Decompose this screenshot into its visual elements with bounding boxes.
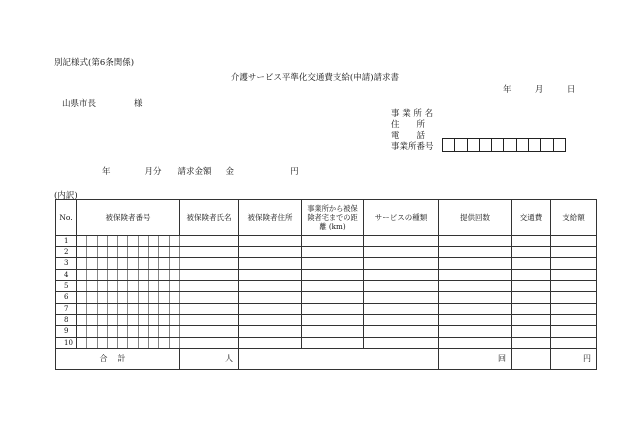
- insured-number-digit-cell[interactable]: [138, 235, 148, 246]
- insured-number-digit-cell[interactable]: [87, 280, 97, 291]
- transport-fee-cell[interactable]: [512, 258, 551, 269]
- date-day: 日: [566, 85, 576, 95]
- insured-address-cell[interactable]: [239, 314, 302, 325]
- insured-number-digit-cell[interactable]: [149, 314, 159, 325]
- insured-number-digit-cell[interactable]: [128, 258, 138, 269]
- transport-fee-cell[interactable]: [512, 292, 551, 303]
- business-number-digit-box[interactable]: [443, 139, 455, 151]
- insured-number-digit-cell[interactable]: [118, 258, 128, 269]
- insured-number-digit-cell[interactable]: [138, 280, 148, 291]
- service-type-cell[interactable]: [364, 314, 439, 325]
- row-number: 7: [56, 303, 77, 314]
- insured-number-digit-cell[interactable]: [159, 292, 169, 303]
- insured-number-digit-cell[interactable]: [149, 269, 159, 280]
- insured-number-digit-cell[interactable]: [87, 247, 97, 258]
- insured-number-digit-cell[interactable]: [159, 303, 169, 314]
- insured-number-digit-cell[interactable]: [87, 303, 97, 314]
- transport-fee-cell[interactable]: [512, 337, 551, 348]
- insured-number-digit-cell[interactable]: [107, 326, 117, 337]
- insured-number-digit-cell[interactable]: [159, 314, 169, 325]
- row-number: 10: [56, 337, 77, 348]
- insured-name-cell[interactable]: [180, 292, 239, 303]
- business-number-digit-box[interactable]: [517, 139, 529, 151]
- transport-fee-cell[interactable]: [512, 235, 551, 246]
- insured-number-digit-cell[interactable]: [118, 292, 128, 303]
- insured-number-digit-cell[interactable]: [107, 280, 117, 291]
- insured-number-digit-cell[interactable]: [138, 258, 148, 269]
- insured-number-digit-cell[interactable]: [107, 292, 117, 303]
- insured-name-cell[interactable]: [180, 314, 239, 325]
- insured-name-cell[interactable]: [180, 258, 239, 269]
- insured-number-digit-cell[interactable]: [138, 303, 148, 314]
- row-number: 4: [56, 269, 77, 280]
- service-type-cell[interactable]: [364, 337, 439, 348]
- insured-number-digit-cell[interactable]: [118, 235, 128, 246]
- insured-number-digit-cell[interactable]: [128, 314, 138, 325]
- addressee: [62, 97, 143, 109]
- table-row: [56, 314, 597, 325]
- business-number-digit-box[interactable]: [480, 139, 492, 151]
- addressee-name: 山県市長: [62, 99, 97, 109]
- insured-number-digit-cell[interactable]: [159, 247, 169, 258]
- payment-cell[interactable]: [551, 292, 597, 303]
- service-type-cell[interactable]: [364, 269, 439, 280]
- insured-number-digit-cell[interactable]: [138, 337, 148, 348]
- insured-number-digit-cell[interactable]: [87, 258, 97, 269]
- insured-number-digit-cell[interactable]: [107, 314, 117, 325]
- payment-cell[interactable]: [551, 280, 597, 291]
- times-cell[interactable]: [439, 326, 512, 337]
- payment-cell[interactable]: [551, 269, 597, 280]
- insured-number-digit-cell[interactable]: [77, 337, 87, 348]
- insured-number-digit-cell[interactable]: [149, 303, 159, 314]
- insured-number-digit-cell[interactable]: [97, 247, 107, 258]
- distance-cell[interactable]: [302, 269, 364, 280]
- insured-number-digit-cell[interactable]: [128, 280, 138, 291]
- insured-name-cell[interactable]: [180, 280, 239, 291]
- business-number-label: 事業所番号: [391, 142, 434, 152]
- payment-cell[interactable]: [551, 247, 597, 258]
- business-phone-label: 電 話: [391, 131, 426, 141]
- insured-number-digit-cell[interactable]: [107, 247, 117, 258]
- insured-number-digit-cell[interactable]: [149, 292, 159, 303]
- insured-number-digit-cell[interactable]: [159, 258, 169, 269]
- header-no: No.: [56, 200, 77, 236]
- table-row: [56, 303, 597, 314]
- insured-number-digit-cell[interactable]: [97, 337, 107, 348]
- business-number-digit-box[interactable]: [504, 139, 516, 151]
- total-payment-cell[interactable]: 円: [551, 348, 597, 369]
- date-month: 月: [534, 85, 544, 95]
- insured-number-digit-cell[interactable]: [149, 337, 159, 348]
- table-row: [56, 269, 597, 280]
- payment-cell[interactable]: [551, 258, 597, 269]
- service-type-cell[interactable]: [364, 235, 439, 246]
- insured-number-digit-cell[interactable]: [118, 269, 128, 280]
- service-type-cell[interactable]: [364, 247, 439, 258]
- insured-number-digit-cell[interactable]: [169, 258, 179, 269]
- insured-number-digit-cell[interactable]: [107, 337, 117, 348]
- transport-fee-cell[interactable]: [512, 314, 551, 325]
- insured-number-digit-cell[interactable]: [159, 337, 169, 348]
- insured-name-cell[interactable]: [180, 247, 239, 258]
- distance-cell[interactable]: [302, 258, 364, 269]
- table-header-row: [56, 200, 597, 236]
- insured-number-digit-cell[interactable]: [87, 269, 97, 280]
- header-times: 提供回数: [439, 200, 512, 236]
- insured-name-cell[interactable]: [180, 269, 239, 280]
- times-cell[interactable]: [439, 303, 512, 314]
- insured-number-digit-cell[interactable]: [97, 292, 107, 303]
- form-title: 介護サービス平準化交通費支給(申請)請求書: [230, 73, 400, 83]
- insured-number-digit-cell[interactable]: [159, 269, 169, 280]
- date-year: 年: [503, 85, 512, 95]
- distance-cell[interactable]: [302, 326, 364, 337]
- insured-number-digit-cell[interactable]: [118, 326, 128, 337]
- service-type-cell[interactable]: [364, 326, 439, 337]
- date-line: [503, 83, 575, 95]
- times-cell[interactable]: [439, 280, 512, 291]
- insured-number-digit-cell[interactable]: [128, 235, 138, 246]
- insured-number-digit-cell[interactable]: [169, 269, 179, 280]
- payment-cell[interactable]: [551, 303, 597, 314]
- insured-number-digit-cell[interactable]: [97, 269, 107, 280]
- insured-name-cell[interactable]: [180, 337, 239, 348]
- insured-number-digit-cell[interactable]: [169, 314, 179, 325]
- insured-number-digit-cell[interactable]: [149, 280, 159, 291]
- insured-number-digit-cell[interactable]: [97, 280, 107, 291]
- total-label: 合計: [56, 348, 180, 369]
- insured-number-digit-cell[interactable]: [169, 303, 179, 314]
- insured-address-cell[interactable]: [239, 258, 302, 269]
- transport-fee-cell[interactable]: [512, 303, 551, 314]
- insured-number-digit-cell[interactable]: [87, 326, 97, 337]
- insured-number-digit-cell[interactable]: [169, 235, 179, 246]
- insured-number-digit-cell[interactable]: [128, 337, 138, 348]
- business-number-digit-box[interactable]: [492, 139, 504, 151]
- times-cell[interactable]: [439, 247, 512, 258]
- table-row: [56, 280, 597, 291]
- insured-number-digit-cell[interactable]: [169, 247, 179, 258]
- service-type-cell[interactable]: [364, 258, 439, 269]
- insured-number-digit-cell[interactable]: [77, 314, 87, 325]
- service-type-cell[interactable]: [364, 280, 439, 291]
- insured-address-cell[interactable]: [239, 337, 302, 348]
- insured-number-digit-cell[interactable]: [118, 314, 128, 325]
- header-distance: 事業所から被保険者宅までの距離 (km): [302, 200, 364, 236]
- insured-number-digit-cell[interactable]: [77, 235, 87, 246]
- insured-number-digit-cell[interactable]: [97, 303, 107, 314]
- row-number: 9: [56, 326, 77, 337]
- insured-number-digit-cell[interactable]: [77, 326, 87, 337]
- times-cell[interactable]: [439, 314, 512, 325]
- service-type-cell[interactable]: [364, 292, 439, 303]
- insured-number-digit-cell[interactable]: [97, 326, 107, 337]
- insured-number-digit-cell[interactable]: [138, 269, 148, 280]
- insured-name-cell[interactable]: [180, 235, 239, 246]
- insured-number-digit-cell[interactable]: [149, 247, 159, 258]
- business-address-label: 住 所: [391, 120, 426, 130]
- insured-number-digit-cell[interactable]: [107, 235, 117, 246]
- insured-name-cell[interactable]: [180, 303, 239, 314]
- total-people-cell[interactable]: 人: [180, 348, 239, 369]
- times-cell[interactable]: [439, 292, 512, 303]
- insured-number-digit-cell[interactable]: [159, 326, 169, 337]
- insured-number-digit-cell[interactable]: [138, 326, 148, 337]
- insured-number-digit-cell[interactable]: [138, 314, 148, 325]
- business-number-digit-box[interactable]: [529, 139, 541, 151]
- row-number: 6: [56, 292, 77, 303]
- breakdown-table: [55, 199, 597, 370]
- distance-cell[interactable]: [302, 235, 364, 246]
- header-insured-number: 被保険者番号: [77, 200, 180, 236]
- payment-cell[interactable]: [551, 314, 597, 325]
- insured-number-digit-cell[interactable]: [169, 337, 179, 348]
- total-times-cell[interactable]: 回: [439, 348, 512, 369]
- total-blank-cell: [239, 348, 439, 369]
- distance-cell[interactable]: [302, 292, 364, 303]
- insured-number-digit-cell[interactable]: [118, 303, 128, 314]
- insured-number-digit-cell[interactable]: [128, 303, 138, 314]
- header-payment: 支給額: [551, 200, 597, 236]
- insured-number-digit-cell[interactable]: [169, 326, 179, 337]
- insured-number-digit-cell[interactable]: [87, 337, 97, 348]
- insured-address-cell[interactable]: [239, 235, 302, 246]
- transport-fee-cell[interactable]: [512, 269, 551, 280]
- transport-fee-cell[interactable]: [512, 280, 551, 291]
- insured-name-cell[interactable]: [180, 326, 239, 337]
- distance-cell[interactable]: [302, 337, 364, 348]
- insured-number-digit-cell[interactable]: [107, 258, 117, 269]
- insured-address-cell[interactable]: [239, 280, 302, 291]
- insured-number-digit-cell[interactable]: [159, 280, 169, 291]
- insured-address-cell[interactable]: [239, 303, 302, 314]
- insured-address-cell[interactable]: [239, 269, 302, 280]
- business-name-label: 事 業 所 名: [391, 109, 434, 119]
- addressee-honorific: 様: [134, 99, 143, 109]
- business-number-boxes[interactable]: [442, 138, 566, 152]
- row-number: 5: [56, 280, 77, 291]
- insured-number-digit-cell[interactable]: [77, 303, 87, 314]
- insured-number-digit-cell[interactable]: [149, 326, 159, 337]
- insured-number-digit-cell[interactable]: [77, 292, 87, 303]
- row-number: 3: [56, 258, 77, 269]
- request-amount-label: 請求金額: [177, 167, 212, 177]
- times-cell[interactable]: [439, 269, 512, 280]
- insured-number-digit-cell[interactable]: [77, 269, 87, 280]
- insured-number-digit-cell[interactable]: [138, 247, 148, 258]
- insured-number-digit-cell[interactable]: [77, 258, 87, 269]
- insured-number-digit-cell[interactable]: [87, 235, 97, 246]
- row-number: 8: [56, 314, 77, 325]
- insured-number-digit-cell[interactable]: [128, 326, 138, 337]
- request-line: [102, 165, 299, 177]
- times-cell[interactable]: [439, 235, 512, 246]
- insured-number-digit-cell[interactable]: [97, 314, 107, 325]
- payment-cell[interactable]: [551, 337, 597, 348]
- insured-number-digit-cell[interactable]: [77, 280, 87, 291]
- insured-number-digit-cell[interactable]: [128, 269, 138, 280]
- header-service-type: サービスの種類: [364, 200, 439, 236]
- insured-number-digit-cell[interactable]: [128, 247, 138, 258]
- table-row: [56, 247, 597, 258]
- times-cell[interactable]: [439, 258, 512, 269]
- insured-number-digit-cell[interactable]: [169, 292, 179, 303]
- distance-cell[interactable]: [302, 303, 364, 314]
- table-row: [56, 337, 597, 348]
- insured-number-digit-cell[interactable]: [159, 235, 169, 246]
- insured-address-cell[interactable]: [239, 247, 302, 258]
- header-insured-name: 被保険者氏名: [180, 200, 239, 236]
- row-number: 1: [56, 235, 77, 246]
- times-cell[interactable]: [439, 337, 512, 348]
- insured-number-digit-cell[interactable]: [128, 292, 138, 303]
- business-number-digit-box[interactable]: [554, 139, 565, 151]
- insured-number-digit-cell[interactable]: [97, 258, 107, 269]
- payment-cell[interactable]: [551, 326, 597, 337]
- insured-number-digit-cell[interactable]: [107, 269, 117, 280]
- business-number-digit-box[interactable]: [468, 139, 480, 151]
- insured-number-digit-cell[interactable]: [138, 292, 148, 303]
- insured-number-digit-cell[interactable]: [87, 314, 97, 325]
- transport-fee-cell[interactable]: [512, 247, 551, 258]
- request-money-label: 金: [225, 167, 235, 177]
- insured-number-digit-cell[interactable]: [149, 258, 159, 269]
- insured-number-digit-cell[interactable]: [118, 247, 128, 258]
- request-year: 年: [102, 167, 111, 177]
- payment-cell[interactable]: [551, 235, 597, 246]
- header-insured-address: 被保険者住所: [239, 200, 302, 236]
- breakdown-label: (内訳): [54, 191, 78, 201]
- table-row: [56, 292, 597, 303]
- request-yen: 円: [290, 167, 299, 177]
- insured-number-digit-cell[interactable]: [118, 280, 128, 291]
- request-month: 月分: [144, 167, 162, 177]
- business-number-digit-box[interactable]: [455, 139, 467, 151]
- total-transport-fee-cell[interactable]: [512, 348, 551, 369]
- insured-number-digit-cell[interactable]: [97, 235, 107, 246]
- insured-address-cell[interactable]: [239, 292, 302, 303]
- table-row: [56, 235, 597, 246]
- distance-cell[interactable]: [302, 247, 364, 258]
- insured-number-digit-cell[interactable]: [149, 235, 159, 246]
- insured-address-cell[interactable]: [239, 326, 302, 337]
- table-total-row: [56, 348, 597, 369]
- insured-number-digit-cell[interactable]: [77, 247, 87, 258]
- insured-number-digit-cell[interactable]: [107, 303, 117, 314]
- table-row: [56, 326, 597, 337]
- header-transport-fee: 交通費: [512, 200, 551, 236]
- service-type-cell[interactable]: [364, 303, 439, 314]
- distance-cell[interactable]: [302, 314, 364, 325]
- insured-number-digit-cell[interactable]: [118, 337, 128, 348]
- insured-number-digit-cell[interactable]: [87, 292, 97, 303]
- form-reference: 別記様式(第6条関係): [54, 58, 135, 68]
- row-number: 2: [56, 247, 77, 258]
- business-number-digit-box[interactable]: [541, 139, 553, 151]
- distance-cell[interactable]: [302, 280, 364, 291]
- transport-fee-cell[interactable]: [512, 326, 551, 337]
- table-row: [56, 258, 597, 269]
- insured-number-digit-cell[interactable]: [169, 280, 179, 291]
